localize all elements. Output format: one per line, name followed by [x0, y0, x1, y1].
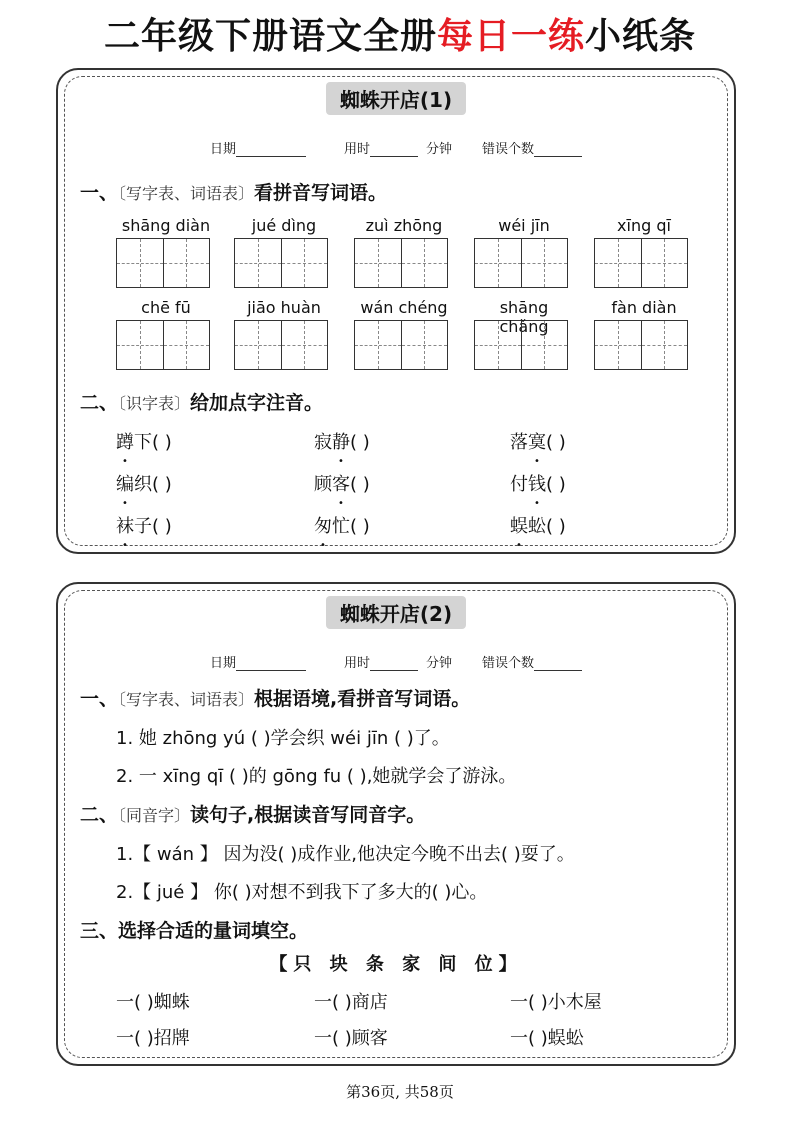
pinyin-box: wéi jīn [474, 216, 574, 288]
writing-grid[interactable] [234, 320, 328, 370]
worksheet-card-1 [56, 68, 736, 554]
pinyin-box: wán chéng [354, 298, 454, 370]
pinyin-box: shāng diàn [116, 216, 216, 288]
page-footer: 第36页, 共58页 [346, 1083, 454, 1101]
measure-item: 一( )顾客 [314, 1028, 388, 1049]
writing-grid[interactable] [354, 320, 448, 370]
measure-item: 一( )商店 [314, 992, 388, 1013]
pinyin-box: shāng chǎng [474, 298, 574, 370]
zhuyin-item: 编织( ) [116, 474, 172, 495]
writing-grid[interactable] [474, 238, 568, 288]
pinyin-box: fàn diàn [594, 298, 694, 370]
pinyin-box: zuì zhōng [354, 216, 454, 288]
writing-grid[interactable] [234, 238, 328, 288]
zhuyin-item: 付钱( ) [510, 474, 566, 495]
sentence-3: 1.【 wán 】 因为没( )成作业,他决定今晚不出去( )耍了。 [116, 844, 575, 865]
measure-item: 一( )小木屋 [510, 992, 602, 1013]
writing-grid[interactable] [354, 238, 448, 288]
sentence-2: 2. 一 xīng qī ( )的 gōng fu ( ),她就学会了游泳。 [116, 766, 517, 787]
zhuyin-item: 蹲下( ) [116, 432, 172, 453]
pinyin-box: chē fū [116, 298, 216, 370]
writing-grid[interactable] [116, 320, 210, 370]
zhuyin-item: 寂静( ) [314, 432, 370, 453]
pinyin-box: xīng qī [594, 216, 694, 288]
zhuyin-item: 蜈蚣( ) [510, 516, 566, 537]
zhuyin-item: 袜子( ) [116, 516, 172, 537]
question-1: 一、〔写字表、词语表〕根据语境,看拼音写词语。 [80, 688, 471, 710]
question-2: 二、〔同音字〕读句子,根据读音写同音字。 [80, 804, 426, 826]
question-3: 三、选择合适的量词填空。 [80, 920, 309, 942]
zhuyin-item: 落寞( ) [510, 432, 566, 453]
meta-line: 日期 用时 分钟 错误个数 [58, 138, 734, 157]
sentence-4: 2.【 jué 】 你( )对想不到我下了多大的( )心。 [116, 882, 488, 903]
measure-item: 一( )招牌 [116, 1028, 190, 1049]
writing-grid[interactable] [474, 320, 568, 370]
writing-grid[interactable] [594, 238, 688, 288]
measure-item: 一( )蜘蛛 [116, 992, 190, 1013]
writing-grid[interactable] [594, 320, 688, 370]
card-title: 蜘蛛开店(1) [58, 82, 734, 115]
sentence-1: 1. 她 zhōng yú ( )学会织 wéi jīn ( )了。 [116, 728, 450, 749]
zhuyin-item: 顾客( ) [314, 474, 370, 495]
question-1: 一、〔写字表、词语表〕看拼音写词语。 [80, 182, 388, 204]
measure-item: 一( )蜈蚣 [510, 1028, 584, 1049]
meta-line: 日期 用时 分钟 错误个数 [58, 652, 734, 671]
pinyin-box: jiāo huàn [234, 298, 334, 370]
pinyin-box: jué dìng [234, 216, 334, 288]
writing-grid[interactable] [116, 238, 210, 288]
page-title: 二年级下册语文全册每日一练小纸条 [103, 16, 697, 57]
card-title: 蜘蛛开店(2) [58, 596, 734, 629]
question-2: 二、〔识字表〕给加点字注音。 [80, 392, 324, 414]
word-choices: 【只 块 条 家 间 位】 [269, 954, 523, 975]
worksheet-card-2 [56, 582, 736, 1066]
zhuyin-item: 匆忙( ) [314, 516, 370, 537]
